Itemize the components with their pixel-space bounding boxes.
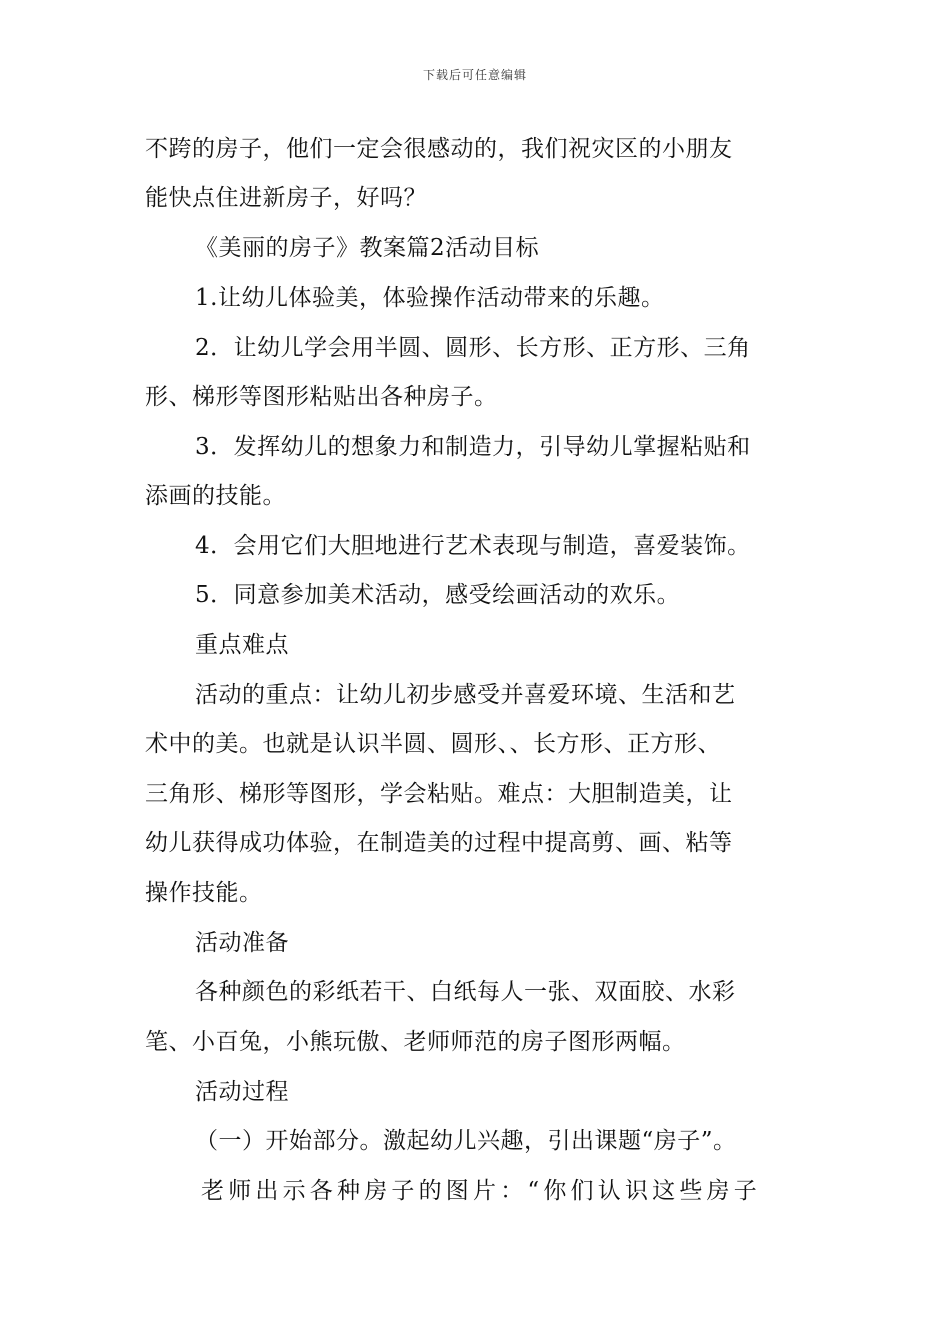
text-line: 各种颜色的彩纸若干、白纸每人一张、双面胶、水彩 (195, 979, 736, 1005)
list-item: 1.让幼儿体验美，体验操作活动带来的乐趣。 (195, 285, 665, 311)
text-line: 笔、小百兔，小熊玩傲、老师师范的房子图形两幅。 (145, 1029, 686, 1055)
text-line: 三角形、梯形等图形，学会粘贴。难点：大胆制造美，让 (145, 781, 733, 807)
text-line: 能快点住进新房子，好吗？ (145, 185, 427, 211)
text-line: 操作技能。 (145, 880, 263, 906)
list-item: 5．同意参加美术活动，感受绘画活动的欢乐。 (195, 582, 681, 608)
section-heading: 重点难点 (195, 632, 289, 658)
list-item: 4．会用它们大胆地进行艺术表现与制造，喜爱装饰。 (195, 533, 751, 559)
section-heading: 活动准备 (195, 930, 289, 956)
text-line: 形、梯形等图形粘贴出各种房子。 (145, 384, 498, 410)
section-heading: 《美丽的房子》教案篇2活动目标 (195, 235, 540, 261)
text-line: 老师出示各种房子的图片：“你们认识这些房子 (201, 1178, 761, 1204)
page-header: 下载后可任意编辑 (422, 68, 527, 82)
text-line: 幼儿获得成功体验，在制造美的过程中提高剪、画、粘等 (145, 830, 733, 856)
text-line: 术中的美。也就是认识半圆、圆形、、长方形、正方形、 (145, 731, 721, 757)
text-line: 不跨的房子，他们一定会很感动的，我们祝灾区的小朋友 (145, 136, 733, 162)
list-item: 3．发挥幼儿的想象力和制造力，引导幼儿掌握粘贴和 (195, 434, 751, 460)
list-item: 2．让幼儿学会用半圆、圆形、长方形、正方形、三角 (195, 335, 751, 361)
section-heading: 活动过程 (195, 1079, 289, 1105)
text-line: 活动的重点：让幼儿初步感受并喜爱环境、生活和艺 (195, 682, 736, 708)
text-line: 添画的技能。 (145, 483, 286, 509)
text-line: （一）开始部分。激起幼儿兴趣，引出课题“房子”。 (195, 1128, 737, 1154)
